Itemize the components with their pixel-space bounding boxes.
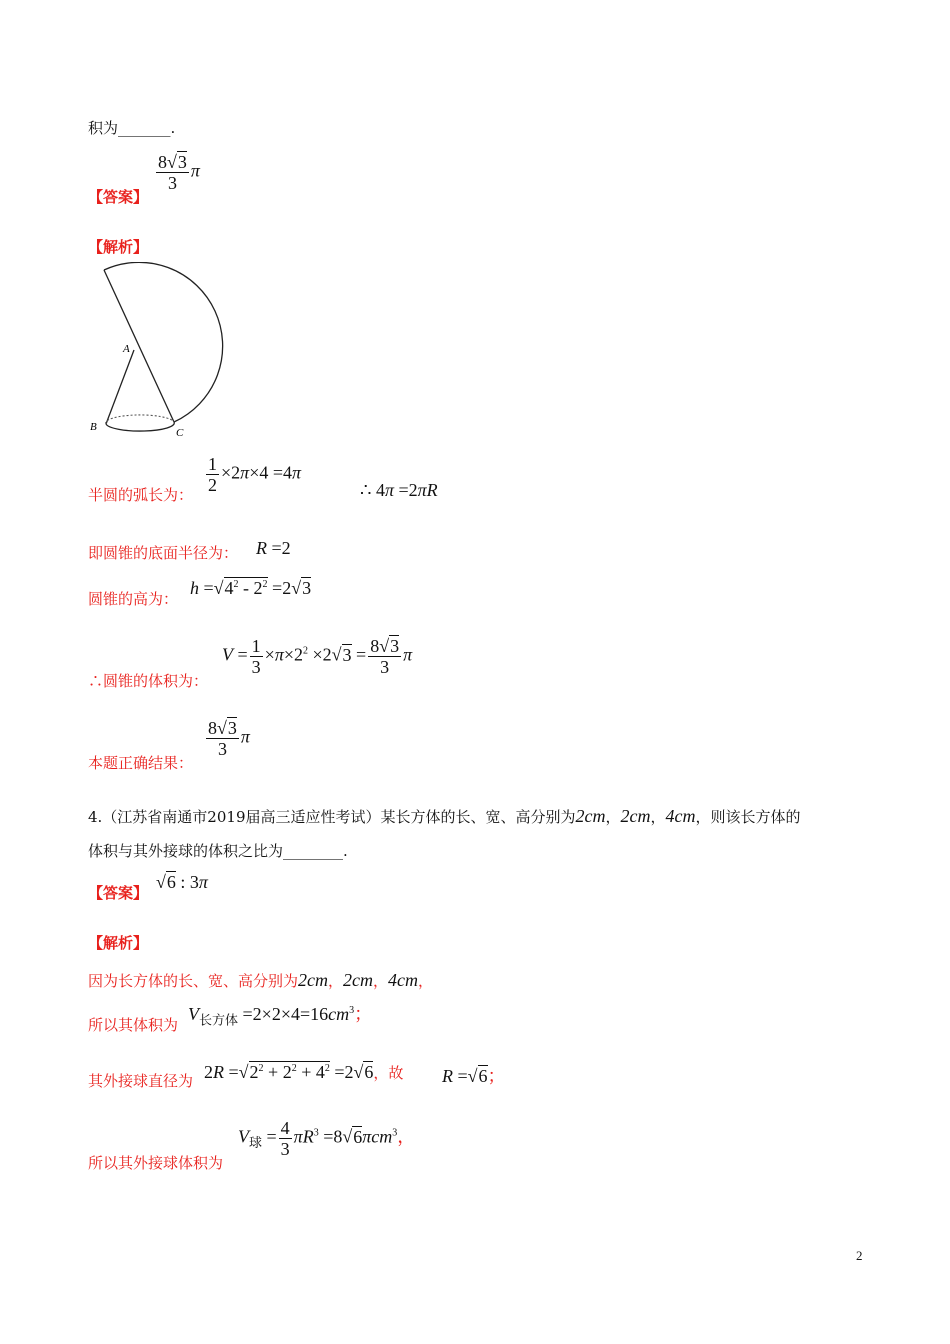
q4-sphere-volume-expr: $V_球$ = $\frac{4}{3}$ $\pi R^3 =8√6\pi cm^3$， — [238, 1118, 416, 1159]
base-radius-expr: R =2 — [256, 538, 291, 558]
volume-expr: V = $\frac{1}{3}$ $\times\pi\times 2^2 \times 2√3$ = $\frac{8√3}{3}$ π — [222, 636, 413, 677]
q4-cuboid-volume-label: 所以其体积为 — [88, 1016, 179, 1034]
height-label: 圆锥的高为： — [88, 590, 179, 608]
q4-sphere-diameter-label: 其外接球直径为 — [88, 1072, 194, 1090]
result-label: 本题正确结果： — [88, 754, 194, 772]
result-expr: $\frac{8√3}{3}$ π — [208, 718, 250, 759]
semicircle-arc-label: 半圆的弧长为： — [88, 486, 194, 504]
label-b: B — [90, 421, 97, 433]
page-number: 2 — [856, 1248, 863, 1263]
answer-label: 【答案】 — [88, 188, 149, 206]
q4-line-dims: 因为长方体的长、宽、高分别为2cm，2cm，4cm， — [88, 970, 434, 990]
base-radius-label: 即圆锥的底面半径为： — [88, 544, 239, 562]
q4-question-line1: 4.（江苏省南通市2019届高三适应性考试）某长方体的长、宽、高分别为2cm，2cm，4cm，则该长方体的 — [88, 806, 801, 826]
label-c: C — [176, 427, 184, 439]
height-expr: $h =√4^2 - 2^2 =2√3$ — [190, 578, 312, 598]
answer-value: $\frac{8√3}{3}$ π — [158, 152, 200, 193]
q4-sphere-diameter-expr: $2R =√2^2 + 2^2 + 4^2 =2√6$，故 — [204, 1062, 404, 1082]
label-a: A — [123, 343, 130, 355]
prev-question-tail: 积为_______. — [88, 119, 176, 137]
therefore-expr: ∴ 4π =2πR — [360, 480, 438, 500]
q4-sphere-volume-label: 所以其外接球体积为 — [88, 1154, 224, 1172]
q4-answer-expr: √6 : 3π — [156, 872, 208, 892]
q4-cuboid-volume-expr: $V_{长方体} =2\times 2\times 4=16cm^3$； — [188, 1004, 373, 1029]
semicircle-arc-expr: $\frac{1}{2}$ ×2π×4 =4π — [208, 454, 302, 495]
q4-sphere-radius-expr: R =√6； — [442, 1066, 506, 1086]
analysis-label: 【解析】 — [88, 238, 149, 256]
cone-unfolding-figure — [86, 262, 226, 442]
q4-question-line2: 体积与其外接球的体积之比为________. — [88, 842, 348, 860]
q4-analysis-label: 【解析】 — [88, 934, 149, 952]
q4-answer-label: 【答案】 — [88, 884, 149, 902]
volume-label: ∴圆锥的体积为： — [88, 672, 209, 690]
